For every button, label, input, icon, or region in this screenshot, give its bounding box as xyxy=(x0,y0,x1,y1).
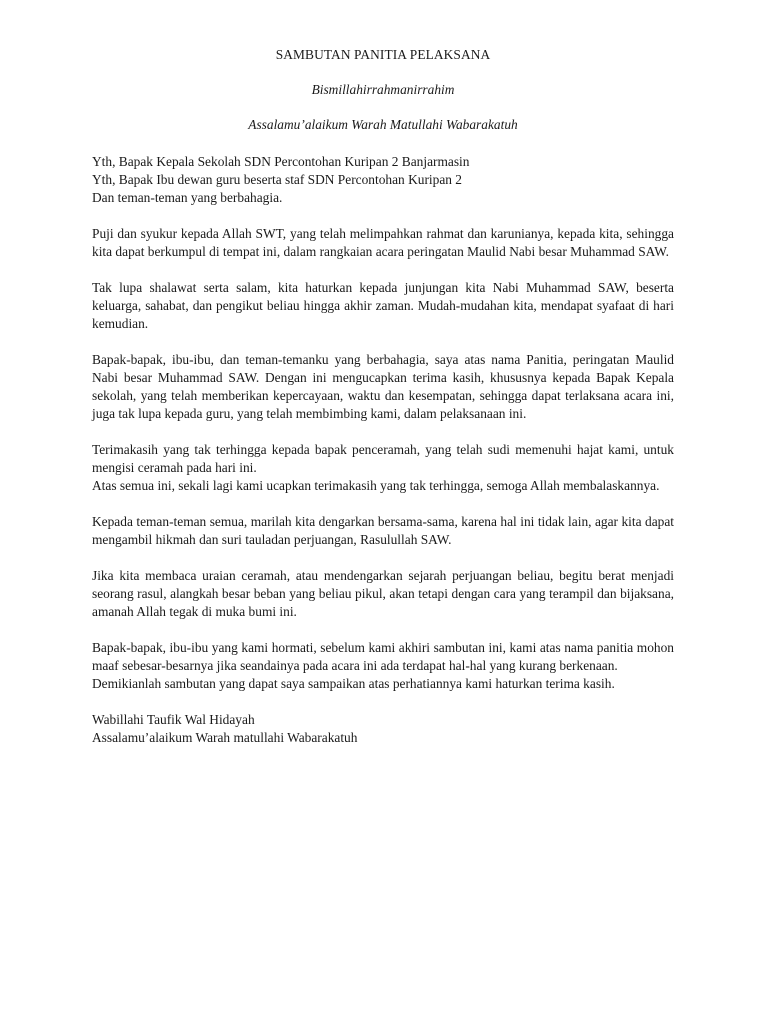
salutation-line: Yth, Bapak Kepala Sekolah SDN Percontohan Kuripan 2 Banjarmasin xyxy=(92,154,470,169)
closing-line: Assalamu’alaikum Warah matullahi Wabarakatuh xyxy=(92,730,358,745)
paragraph-thanks-speaker xyxy=(92,441,674,495)
paragraph: Terimakasih yang tak terhingga kepada bapak penceramah, yang telah sudi memenuhi hajat kami, untuk mengisi ceramah pada hari ini. xyxy=(92,442,674,475)
paragraph-reflection xyxy=(92,567,674,621)
paragraph: Tak lupa shalawat serta salam, kita haturkan kepada junjungan kita Nabi Muhammad SAW, beserta keluarga, sahabat, dan pengikut beliau hingga akhir zaman. Mudah-mudahan kita, mendapat syafaat di hari kemudian. xyxy=(92,280,674,331)
basmalah: Bismillahirrahmanirrahim xyxy=(311,82,455,97)
paragraph-thanks-committee xyxy=(92,351,674,423)
paragraph-shalawat xyxy=(92,279,674,333)
salutations xyxy=(92,153,674,207)
paragraph: Puji dan syukur kepada Allah SWT, yang telah melimpahkan rahmat dan karunianya, kepada kita, sehingga kita dapat berkumpul di tempat ini, dalam rangkaian acara peringatan Maulid Nabi besar Muhammad SAW. xyxy=(92,226,674,259)
paragraph-gratitude xyxy=(92,225,674,261)
opening-salam: Assalamu’alaikum Warah Matullahi Wabarakatuh xyxy=(248,117,518,132)
paragraph: Kepada teman-teman semua, marilah kita dengarkan bersama-sama, karena hal ini tidak lain, agar kita dapat mengambil hikmah dan suri tauladan perjuangan, Rasulullah SAW. xyxy=(92,514,674,547)
document-title: SAMBUTAN PANITIA PELAKSANA xyxy=(275,47,491,62)
paragraph: Atas semua ini, sekali lagi kami ucapkan terimakasih yang tak terhingga, semoga Allah membalaskannya. xyxy=(92,478,660,493)
paragraph: Bapak-bapak, ibu-ibu yang kami hormati, sebelum kami akhiri sambutan ini, kami atas nama panitia mohon maaf sebesar-besarnya jika seandainya pada acara ini ada terdapat hal-hal yang kurang berkenaan. xyxy=(92,640,674,673)
closing xyxy=(92,711,674,747)
salutation-line: Yth, Bapak Ibu dewan guru beserta staf SDN Percontohan Kuripan 2 xyxy=(92,172,463,187)
closing-line: Wabillahi Taufik Wal Hidayah xyxy=(92,712,255,727)
salutation-line: Dan teman-teman yang berbahagia. xyxy=(92,190,283,205)
paragraph: Bapak-bapak, ibu-ibu, dan teman-temanku yang berbahagia, saya atas nama Panitia, peringatan Maulid Nabi besar Muhammad SAW. Dengan ini mengucapkan terima kasih, khususnya kepada Bapak Kepala sekolah, yang telah memberikan kepercayaan, waktu dan kesempatan, sehingga dapat terlaksana acara ini, juga tak lupa kepada guru, yang telah membimbing kami, dalam pelaksanaan ini. xyxy=(92,352,674,421)
paragraph-invitation xyxy=(92,513,674,549)
paragraph-apology xyxy=(92,639,674,693)
document-page xyxy=(92,46,674,765)
paragraph: Demikianlah sambutan yang dapat saya sampaikan atas perhatiannya kami haturkan terima kasih. xyxy=(92,676,615,691)
paragraph: Jika kita membaca uraian ceramah, atau mendengarkan sejarah perjuangan beliau, begitu berat menjadi seorang rasul, alangkah besar beban yang beliau pikul, akan tetapi dengan cara yang terampil dan bijaksana, amanah Allah tegak di muka bumi ini. xyxy=(92,568,674,619)
